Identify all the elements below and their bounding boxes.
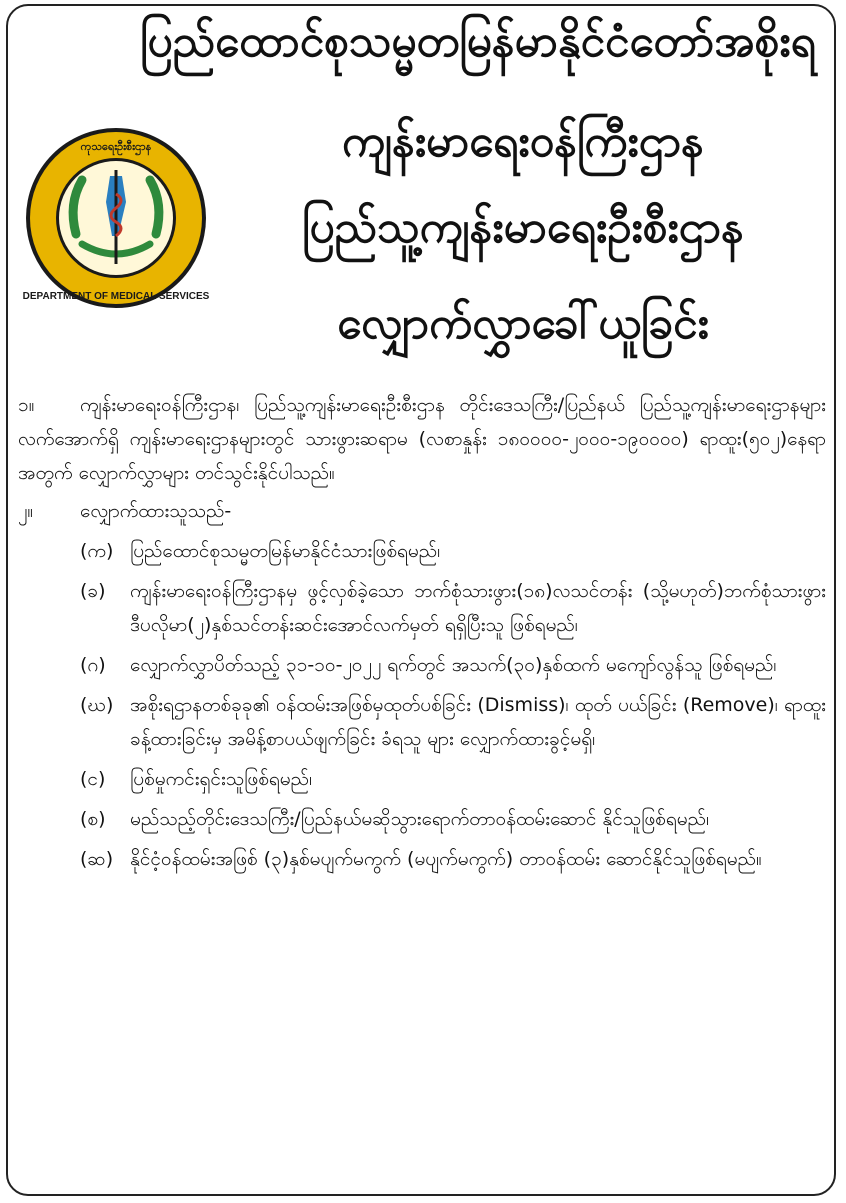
- requirement-marker: (ဆ): [80, 848, 114, 870]
- requirement-text: ပြည်ထောင်စုသမ္မတမြန်မာနိုင်ငံသားဖြစ်ရမည်၊: [130, 540, 441, 562]
- paragraph-number: ၂။: [18, 500, 34, 522]
- paragraph-text: လျှောက်ထားသူသည်-: [80, 500, 232, 522]
- department-logo: [22, 124, 210, 312]
- requirement-text: ပြစ်မှုကင်းရှင်းသူဖြစ်ရမည်၊: [130, 768, 313, 790]
- notice-header: [8, 6, 834, 386]
- requirement-item: [80, 534, 826, 568]
- notice-title-ministry: ကျန်းမာရေးဝန်ကြီးဌာန: [342, 116, 704, 167]
- requirement-text: အစိုးရဌာနတစ်ခုခု၏ ဝန်ထမ်းအဖြစ်မှထုတ်ပစ်ခြင်း (Dismiss)၊ ထုတ် ပယ်ခြင်း (Remove)၊ ရာထူးခန့်ထားခြင်းမှ အမိန့်စာပယ်ဖျက်ခြင်း ခံရသူ များ လျှောက်ထားခွင့်မရှိ၊: [130, 694, 826, 750]
- requirement-item: [80, 574, 826, 642]
- requirement-marker: (ခ): [80, 580, 106, 602]
- paragraph-1: [18, 388, 826, 490]
- notice-title-government: ပြည်ထောင်စုသမ္မတမြန်မာနိုင်ငံတော်အစိုးရ: [140, 16, 816, 67]
- requirement-item: [80, 648, 826, 682]
- requirement-marker: (ဂ): [80, 654, 106, 676]
- paragraph-number: ၁။: [18, 394, 35, 416]
- notice-title-announcement: လျှောက်လွှာခေါ်ယူခြင်း: [337, 298, 709, 349]
- notice-title-department: ပြည်သူ့ကျန်းမာရေးဦးစီးဌာန: [302, 202, 744, 253]
- requirement-text: လျှောက်လွှာပိတ်သည့် ၃၁-၁၀-၂၀၂၂ ရက်တွင် အသက်(၃၀)နှစ်ထက် မကျော်လွန်သူ ဖြစ်ရမည်၊: [130, 654, 777, 676]
- requirement-item: [80, 688, 826, 756]
- requirement-text: နိုင်ငံ့ဝန်ထမ်းအဖြစ် (၃)နှစ်မပျက်မကွက် (မပျက်မကွက်) တာဝန်ထမ်း ဆောင်နိုင်သူဖြစ်ရမည်။: [130, 848, 762, 870]
- paragraph-2: [18, 494, 826, 528]
- notice-body: [18, 388, 826, 882]
- requirement-item: [80, 802, 826, 836]
- logo-top-text: ကုသရေးဦးစီးဌာန: [80, 140, 152, 153]
- requirement-text: မည်သည့်တိုင်းဒေသကြီး/ပြည်နယ်မဆိုသွားရောက်တာဝန်ထမ်းဆောင် နိုင်သူဖြစ်ရမည်၊: [130, 808, 710, 830]
- requirement-item: [80, 762, 826, 796]
- logo-bottom-text: DEPARTMENT OF MEDICAL SERVICES: [22, 291, 210, 302]
- requirement-marker: (က): [80, 540, 114, 562]
- requirement-marker: (ဃ): [80, 694, 114, 716]
- paragraph-text: ကျန်းမာရေးဝန်ကြီးဌာန၊ ပြည်သူ့ကျန်းမာရေးဦးစီးဌာန တိုင်းဒေသကြီး/ပြည်နယ် ပြည်သူ့ကျန်းမာရေးဌာနများ လက်အောက်ရှိ ကျန်းမာရေးဌာနများတွင် သားဖွားဆရာမ (လစာနှုန်း ၁၈၀၀၀၀-၂၀၀၀-၁၉၀၀၀၀) ရာထူး(၅၀၂)နေရာအတွက် လျှောက်လွှာများ တင်သွင်းနိုင်ပါသည်။: [18, 394, 826, 484]
- requirement-item: [80, 842, 826, 876]
- notice-frame: [6, 4, 836, 1196]
- requirement-text: ကျန်းမာရေးဝန်ကြီးဌာနမှ ဖွင့်လှစ်ခဲ့သော ဘက်စုံသားဖွား(၁၈)လသင်တန်း (သို့မဟုတ်)ဘက်စုံသားဖွားဒီပလိုမာ(၂)နှစ်သင်တန်းဆင်းအောင်လက်မှတ် ရရှိပြီးသူ ဖြစ်ရမည်၊: [130, 580, 826, 636]
- requirement-marker: (င): [80, 768, 106, 790]
- requirement-marker: (စ): [80, 808, 106, 830]
